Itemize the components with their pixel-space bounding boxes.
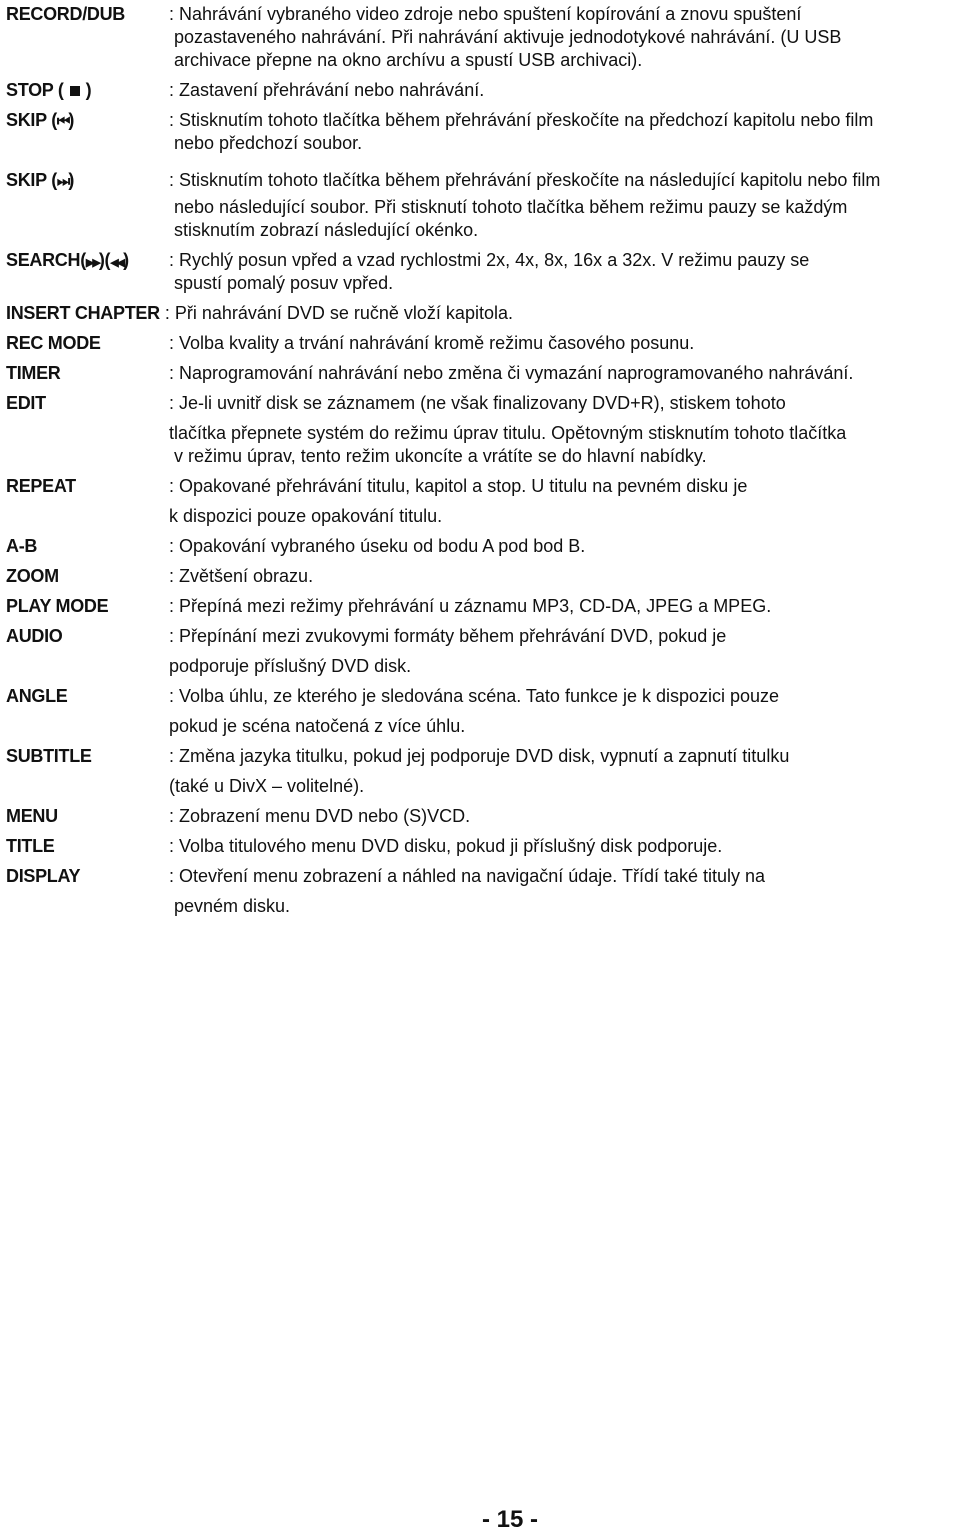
skip-previous-icon: ⏮ bbox=[56, 113, 69, 130]
term-search-prefix: SEARCH( bbox=[6, 250, 86, 270]
desc-menu bbox=[169, 805, 956, 828]
desc-line: spustí pomalý posuv vpřed. bbox=[174, 273, 394, 293]
desc-title bbox=[169, 835, 956, 858]
desc-line: : Opakování vybraného úseku od bodu A pod bod B. bbox=[169, 536, 586, 556]
desc-skip-next bbox=[169, 169, 956, 242]
term-search-mid: )( bbox=[98, 250, 111, 270]
entry-stop bbox=[6, 79, 956, 102]
desc-line: : Přepíná mezi režimy přehrávání u záznamu MP3, CD-DA, JPEG a MPEG. bbox=[169, 596, 772, 616]
desc-line: pozastaveného nahrávání. Při nahrávání aktivuje jednodotykové nahrávání. (U USB bbox=[174, 27, 842, 47]
desc-line: nebo následující soubor. Při stisknutí tohoto tlačítka během režimu pauzy se každým bbox=[174, 197, 848, 217]
entry-timer bbox=[6, 362, 956, 385]
entry-record-dub bbox=[6, 3, 956, 72]
desc-play-mode bbox=[169, 595, 956, 618]
entry-repeat bbox=[6, 475, 956, 528]
desc-edit bbox=[169, 392, 956, 468]
entry-insert-chapter bbox=[6, 302, 956, 325]
entry-display bbox=[6, 865, 956, 918]
term-skip-suffix: ) bbox=[68, 170, 75, 190]
term-edit: EDIT bbox=[6, 393, 46, 413]
desc-line: pokud je scéna natočená z více úhlu. bbox=[169, 716, 466, 736]
term-a-b: A-B bbox=[6, 536, 38, 556]
desc-line: tlačítka přepnete systém do režimu úprav titulu. Opětovným stisknutím tohoto tlačítka bbox=[169, 423, 847, 443]
desc-timer bbox=[169, 362, 956, 385]
term-search bbox=[6, 249, 169, 295]
desc-line: : Zobrazení menu DVD nebo (S)VCD. bbox=[169, 806, 471, 826]
manual-page bbox=[6, 3, 956, 925]
desc-line: pevném disku. bbox=[169, 896, 291, 916]
term-stop-suffix: ) bbox=[85, 80, 92, 100]
skip-next-icon: ⏭ bbox=[56, 173, 69, 190]
term-rec-mode: REC MODE bbox=[6, 333, 101, 353]
desc-insert-chapter: : Při nahrávání DVD se ručně vloží kapitola. bbox=[159, 303, 513, 323]
desc-line: : Nahrávání vybraného video zdroje nebo spuštení kopírování a znovu spuštení bbox=[169, 4, 802, 24]
term-insert-chapter: INSERT CHAPTER bbox=[6, 303, 160, 323]
desc-audio bbox=[169, 625, 956, 678]
desc-line: : Stisknutím tohoto tlačítka během přehrávání přeskočíte na následující kapitolu nebo film bbox=[169, 170, 881, 190]
desc-line: archivace přepne na okno archívu a spustí USB archivaci). bbox=[174, 50, 643, 70]
desc-line: : Zvětšení obrazu. bbox=[169, 566, 314, 586]
term-skip-prefix: SKIP ( bbox=[6, 110, 57, 130]
desc-line: : Volba titulového menu DVD disku, pokud ji příslušný disk podporuje. bbox=[169, 836, 723, 856]
desc-line: : Opakované přehrávání titulu, kapitol a stop. U titulu na pevném disku je bbox=[169, 476, 748, 496]
desc-skip-previous bbox=[169, 109, 956, 155]
entry-angle bbox=[6, 685, 956, 738]
desc-angle bbox=[169, 685, 956, 738]
desc-a-b bbox=[169, 535, 956, 558]
desc-line: : Stisknutím tohoto tlačítka během přehrávání přeskočíte na předchozí kapitolu nebo film bbox=[169, 110, 874, 130]
desc-line: : Rychlý posun vpřed a vzad rychlostmi 2x, 4x, 8x, 16x a 32x. V režimu pauzy se bbox=[169, 250, 810, 270]
entry-skip-next bbox=[6, 169, 956, 242]
term-timer: TIMER bbox=[6, 363, 61, 383]
entry-play-mode bbox=[6, 595, 956, 618]
term-zoom: ZOOM bbox=[6, 566, 59, 586]
desc-line: podporuje příslušný DVD disk. bbox=[169, 656, 412, 676]
term-skip-suffix: ) bbox=[68, 110, 75, 130]
desc-subtitle bbox=[169, 745, 956, 798]
term-repeat: REPEAT bbox=[6, 476, 76, 496]
term-menu: MENU bbox=[6, 806, 58, 826]
term-search-suffix: ) bbox=[123, 250, 129, 270]
term-stop bbox=[6, 79, 169, 102]
desc-line: : Zastavení přehrávání nebo nahrávání. bbox=[169, 80, 485, 100]
term-skip-prefix: SKIP ( bbox=[6, 170, 57, 190]
entry-title bbox=[6, 835, 956, 858]
entry-a-b bbox=[6, 535, 956, 558]
desc-line: : Otevření menu zobrazení a náhled na navigační údaje. Třídí také tituly na bbox=[169, 866, 766, 886]
desc-line: : Změna jazyka titulku, pokud jej podporuje DVD disk, vypnutí a zapnutí titulku bbox=[169, 746, 790, 766]
term-title: TITLE bbox=[6, 836, 55, 856]
entry-rec-mode bbox=[6, 332, 956, 355]
term-audio: AUDIO bbox=[6, 626, 63, 646]
entry-menu bbox=[6, 805, 956, 828]
desc-line: (také u DivX – volitelné). bbox=[169, 776, 365, 796]
term-display: DISPLAY bbox=[6, 866, 81, 886]
term-skip-previous bbox=[6, 109, 169, 155]
entry-search bbox=[6, 249, 956, 295]
fast-forward-icon: ▶▶ bbox=[85, 257, 99, 269]
desc-zoom bbox=[169, 565, 956, 588]
desc-line: stisknutím zobrazí následující okénko. bbox=[174, 220, 479, 240]
desc-record-dub bbox=[169, 3, 956, 72]
entry-edit bbox=[6, 392, 956, 468]
entry-subtitle bbox=[6, 745, 956, 798]
term-play-mode: PLAY MODE bbox=[6, 596, 109, 616]
desc-line: k dispozici pouze opakování titulu. bbox=[169, 506, 443, 526]
desc-line: nebo předchozí soubor. bbox=[174, 133, 363, 153]
desc-repeat bbox=[169, 475, 956, 528]
entry-audio bbox=[6, 625, 956, 678]
term-stop-prefix: STOP ( bbox=[6, 80, 64, 100]
page-number: - 15 - bbox=[481, 1506, 538, 1533]
desc-search bbox=[169, 249, 956, 295]
entry-zoom bbox=[6, 565, 956, 588]
rewind-icon: ◀◀ bbox=[110, 257, 124, 269]
term-skip-next bbox=[6, 169, 169, 242]
desc-line: : Naprogramování nahrávání nebo změna či vymazání naprogramovaného nahrávání. bbox=[169, 363, 854, 383]
entry-skip-previous bbox=[6, 109, 956, 155]
desc-line: : Je-li uvnitř disk se záznamem (ne však finalizovany DVD+R), stiskem tohoto bbox=[169, 393, 786, 413]
desc-display bbox=[169, 865, 956, 918]
desc-line: v režimu úprav, tento režim ukoncíte a vrátíte se do hlavní nabídky. bbox=[169, 446, 707, 466]
stop-icon bbox=[70, 86, 80, 96]
desc-rec-mode bbox=[169, 332, 956, 355]
desc-line: : Volba kvality a trvání nahrávání kromě režimu časového posunu. bbox=[169, 333, 695, 353]
term-record-dub: RECORD/DUB bbox=[6, 4, 126, 24]
desc-line: : Volba úhlu, ze kterého je sledována scéna. Tato funkce je k dispozici pouze bbox=[169, 686, 780, 706]
term-subtitle: SUBTITLE bbox=[6, 746, 92, 766]
desc-stop bbox=[169, 79, 956, 102]
desc-line: : Přepínání mezi zvukovymi formáty během přehrávání DVD, pokud je bbox=[169, 626, 727, 646]
term-angle: ANGLE bbox=[6, 686, 68, 706]
